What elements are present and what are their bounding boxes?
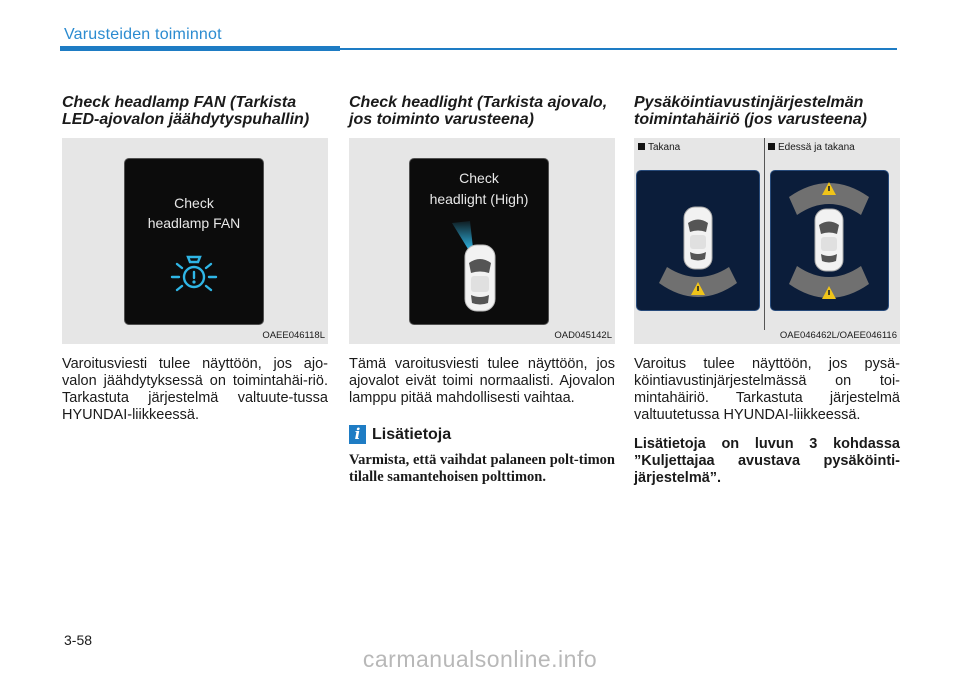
header-rule-thin (340, 48, 897, 50)
section-title: Check headlight (Tarkista ajovalo, jos toiminto varusteena) (349, 94, 608, 128)
legend-label: Takana (648, 142, 681, 153)
column-headlamp-fan (62, 94, 328, 424)
header-rule-thick (60, 46, 340, 51)
section-title: Check headlamp FAN (Tarkista LED-ajovalon jäähdytyspuhallin) (62, 94, 310, 128)
headlamp-fan-warning-icon (169, 251, 219, 297)
section-header-title: Varusteiden toiminnot (64, 26, 222, 43)
figure-parking-assist (634, 138, 900, 344)
panel-text-line2: headlight (High) (429, 191, 529, 207)
legend-square-icon (638, 143, 645, 150)
reference-note: Lisätietoja on luvun 3 kohdassa ”Kuljettajaa avustava pysäköinti-järjestelmä”. (634, 436, 900, 486)
panel-text-line1: Check (174, 195, 214, 211)
figure-code: OAD045142L (554, 330, 612, 341)
body-text: Varoitusviesti tulee näyttöön, jos ajo-valon jäähdytyksessä on toimintahäi-riö. Tarkastuta järjestelmä valtuute-tussa HYUNDAI-liikkeessä. (62, 356, 328, 423)
figure-divider (764, 138, 765, 330)
column-parking-assist (634, 94, 900, 487)
column-headlight (349, 94, 615, 486)
page-number: 3-58 (64, 632, 93, 648)
section-title: Pysäköintiavustinjärjestelmän toimintahäiriö (jos varusteena) (634, 94, 867, 128)
figure-headlight (349, 138, 615, 344)
figure-headlamp-fan (62, 138, 328, 344)
info-text: Varmista, että vaihdat palaneen polt-timon tilalle samantehoisen polttimon. (349, 452, 615, 485)
front-rear-sensor-warning-icon (771, 171, 888, 310)
info-title: Lisätietoja (372, 425, 452, 443)
rear-sensor-warning-icon (637, 171, 759, 310)
parking-display-front-rear (770, 170, 889, 311)
warning-display-panel (409, 158, 549, 325)
body-text: Tämä varoitusviesti tulee näyttöön, jos ajovalot eivät toimi normaalisti. Ajovalon lamppu pitää mahdollisesti vaihtaa. (349, 356, 615, 406)
figure-code: OAE046462L/OAEE046116 (779, 330, 897, 341)
info-icon: i (349, 425, 366, 444)
info-heading (349, 425, 615, 444)
legend-label: Edessä ja takana (778, 142, 855, 153)
panel-text-line2: headlamp FAN (147, 215, 241, 231)
watermark: carmanualsonline.info (362, 646, 598, 672)
legend-front-rear (768, 142, 855, 153)
legend-square-icon (768, 143, 775, 150)
panel-text-line1: Check (459, 170, 499, 186)
body-text: Varoitus tulee näyttöön, jos pysä-köintiavustinjärjestelmässä on toi-mintahäiriö. Tarkastuta järjestelmä valtuutetussa HYUNDAI-liikkeessä. (634, 356, 900, 423)
warning-display-panel (124, 158, 264, 325)
figure-code: OAEE046118L (262, 330, 325, 341)
legend-rear (638, 142, 680, 153)
car-headlight-icon (440, 219, 520, 319)
parking-display-rear (636, 170, 760, 311)
